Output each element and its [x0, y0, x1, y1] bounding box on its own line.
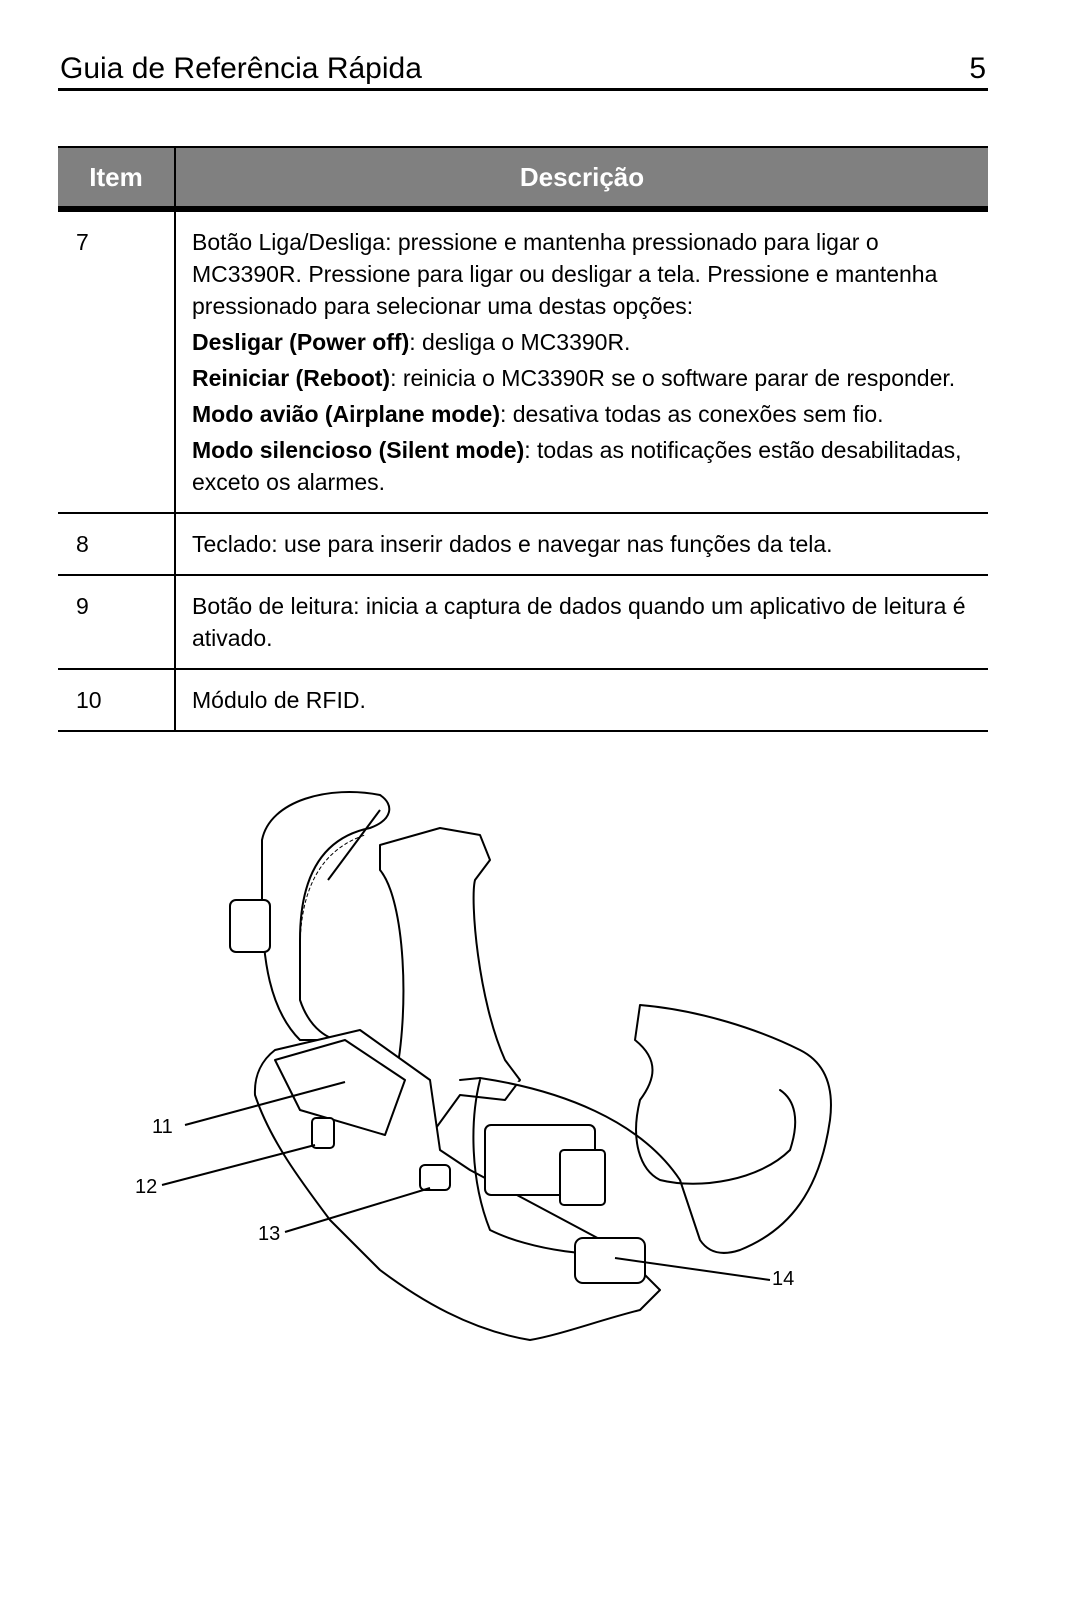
table-row — [58, 513, 988, 575]
item-description: Módulo de RFID. — [175, 669, 988, 731]
device-illustration — [0, 780, 1067, 1380]
callout-12: 12 — [135, 1176, 158, 1198]
header-description: Descrição — [175, 147, 988, 209]
description-intro: Botão Liga/Desliga: pressione e mantenha pressionado para ligar o MC3390R. Pressione para ligar ou desligar a tela. Pressione e mantenha pressionado para selecionar uma destas opções: — [192, 229, 938, 319]
item-number: 8 — [58, 513, 175, 575]
page-header — [58, 48, 988, 91]
item-description — [175, 209, 988, 513]
option-airplane — [192, 398, 968, 430]
item-number: 9 — [58, 575, 175, 669]
option-text: : desativa todas as conexões sem fio. — [499, 401, 884, 427]
page-title: Guia de Referência Rápida — [60, 52, 422, 85]
table-header-row — [58, 147, 988, 209]
option-power-off — [192, 326, 968, 358]
table-row — [58, 575, 988, 669]
option-term: Modo silencioso (Silent mode) — [192, 437, 525, 463]
option-term: Modo avião (Airplane mode) — [192, 401, 500, 427]
option-term: Desligar (Power off) — [192, 329, 410, 355]
strap-buckle-drawing — [230, 900, 270, 952]
option-text: : desliga o MC3390R. — [409, 329, 631, 355]
table-row — [58, 669, 988, 731]
callout-11: 11 — [152, 1116, 173, 1138]
table-row — [58, 209, 988, 513]
header-item: Item — [58, 147, 175, 209]
strap-drawing — [262, 792, 389, 1040]
scroll-wheel-drawing — [420, 1165, 450, 1190]
callout-13: 13 — [258, 1223, 281, 1245]
item-number: 7 — [58, 209, 175, 513]
item-description-table — [58, 146, 988, 732]
option-silent — [192, 434, 968, 498]
option-reboot — [192, 362, 968, 394]
option-term: Reiniciar (Reboot) — [192, 365, 391, 391]
page-number: 5 — [969, 52, 986, 85]
option-text: : reinicia o MC3390R se o software parar de responder. — [390, 365, 956, 391]
item-number: 10 — [58, 669, 175, 731]
item-description: Teclado: use para inserir dados e navegar nas funções da tela. — [175, 513, 988, 575]
option-text: : todas as notificações estão desabilitadas, exceto os alarmes. — [192, 437, 962, 495]
item-description: Botão de leitura: inicia a captura de dados quando um aplicativo de leitura é ativado. — [175, 575, 988, 669]
callout-14: 14 — [772, 1268, 795, 1290]
